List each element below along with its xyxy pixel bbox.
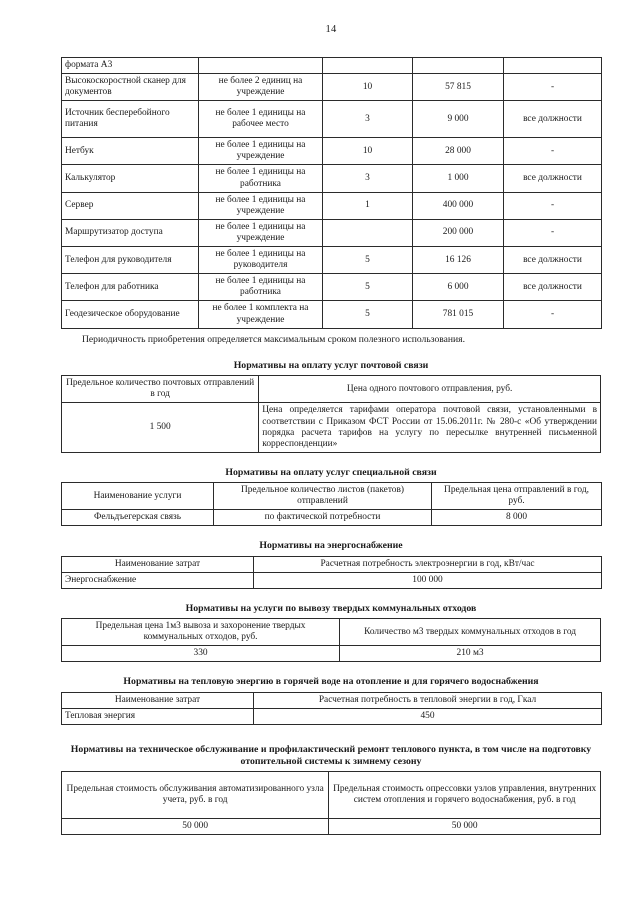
equipment-table-body: [62, 58, 602, 329]
equipment-name: Геодезическое оборудование: [62, 301, 199, 328]
equipment-qty: 1: [323, 192, 413, 219]
special-comm-header-quantity: Предельное количество листов (пакетов) отправлений: [214, 483, 432, 510]
table-row: [62, 101, 602, 138]
thermal-section-title: Нормативы на тепловую энергию в горячей воде на отопление и для горячего водоснабжения: [123, 676, 539, 688]
equipment-positions: все должности: [504, 101, 602, 138]
equipment-limit: [199, 58, 323, 74]
equipment-price: 200 000: [413, 219, 504, 246]
equipment-qty: 5: [323, 274, 413, 301]
equipment-name: Сервер: [62, 192, 199, 219]
special-comm-header-service: Наименование услуги: [62, 483, 214, 510]
equipment-qty: 3: [323, 165, 413, 192]
equipment-name: Маршрутизатор доступа: [62, 219, 199, 246]
equipment-positions: все должности: [504, 247, 602, 274]
equipment-limit: не более 2 единиц на учреждение: [199, 74, 323, 101]
table-row: [62, 692, 602, 708]
equipment-qty: [323, 219, 413, 246]
energy-table-body: [62, 556, 602, 588]
equipment-qty: 5: [323, 301, 413, 328]
thermal-name: Тепловая энергия: [62, 708, 254, 724]
equipment-limit: не более 1 единицы на работника: [199, 165, 323, 192]
heat-point-value1: 50 000: [62, 819, 329, 835]
postal-header-price: Цена одного почтового отправления, руб.: [259, 376, 601, 403]
equipment-name: Нетбук: [62, 138, 199, 165]
waste-table: [61, 618, 601, 662]
special-comm-table-body: [62, 483, 602, 526]
special-comm-section-title: Нормативы на оплату услуг специальной связи: [225, 466, 437, 478]
postal-header-count: Предельное количество почтовых отправлений в год: [62, 376, 259, 403]
table-row: [62, 376, 601, 403]
heat-point-header-col1: Предельная стоимость обслуживания автоматизированного узла учета, руб. в год: [62, 772, 329, 819]
equipment-limit: не более 1 единицы на руководителя: [199, 247, 323, 274]
waste-table-body: [62, 619, 601, 662]
thermal-table-body: [62, 692, 602, 724]
table-row: [62, 74, 602, 101]
waste-header-volume: Количество м3 твердых коммунальных отходов в год: [340, 619, 601, 646]
equipment-table: [61, 57, 602, 329]
waste-volume: 210 м3: [340, 646, 601, 662]
equipment-limit: не более 1 единицы на учреждение: [199, 219, 323, 246]
table-row: [62, 138, 602, 165]
table-row: [62, 708, 602, 724]
table-row: [62, 165, 602, 192]
waste-price: 330: [62, 646, 340, 662]
postal-table-body: [62, 376, 601, 453]
equipment-price: 57 815: [413, 74, 504, 101]
thermal-header-value: Расчетная потребность в тепловой энергии в год, Гкал: [254, 692, 602, 708]
equipment-price: 28 000: [413, 138, 504, 165]
equipment-qty: 10: [323, 74, 413, 101]
postal-count-value: 1 500: [62, 403, 259, 452]
energy-section-title: Нормативы на энергоснабжение: [259, 540, 403, 552]
special-comm-quantity: по фактической потребности: [214, 510, 432, 526]
thermal-header-name: Наименование затрат: [62, 692, 254, 708]
energy-name: Энергоснабжение: [62, 572, 254, 588]
equipment-positions: -: [504, 301, 602, 328]
special-comm-service: Фельдъегерская связь: [62, 510, 214, 526]
special-comm-table: [61, 482, 602, 526]
table-row: [62, 510, 602, 526]
heat-point-table: [61, 771, 601, 835]
waste-header-price: Предельная цена 1м3 вывоза и захоронение твердых коммунальных отходов, руб.: [62, 619, 340, 646]
energy-header-name: Наименование затрат: [62, 556, 254, 572]
postal-section-title: Нормативы на оплату услуг почтовой связи: [233, 360, 429, 372]
thermal-table: [61, 692, 602, 725]
table-row: [62, 646, 601, 662]
equipment-name: формата А3: [62, 58, 199, 74]
table-row: [62, 301, 602, 328]
heat-point-value2: 50 000: [329, 819, 601, 835]
equipment-qty: 10: [323, 138, 413, 165]
table-row: [62, 219, 602, 246]
energy-header-value: Расчетная потребность электроэнергии в год, кВт/час: [254, 556, 602, 572]
equipment-price: 9 000: [413, 101, 504, 138]
equipment-price: 16 126: [413, 247, 504, 274]
table-row: [62, 274, 602, 301]
equipment-qty: 3: [323, 101, 413, 138]
equipment-positions: -: [504, 138, 602, 165]
table-row: [62, 819, 601, 835]
equipment-table-note: Периодичность приобретения определяется максимальным сроком полезного использования.: [82, 333, 465, 345]
energy-value: 100 000: [254, 572, 602, 588]
table-row: [62, 403, 601, 452]
equipment-positions: все должности: [504, 274, 602, 301]
thermal-value: 450: [254, 708, 602, 724]
equipment-name: Телефон для работника: [62, 274, 199, 301]
equipment-name: Высокоскоростной сканер для документов: [62, 74, 199, 101]
table-row: [62, 619, 601, 646]
postal-table: [61, 375, 601, 453]
equipment-positions: -: [504, 192, 602, 219]
table-row: [62, 572, 602, 588]
equipment-qty: [323, 58, 413, 74]
equipment-price: [413, 58, 504, 74]
equipment-limit: не более 1 единицы на учреждение: [199, 192, 323, 219]
equipment-price: 400 000: [413, 192, 504, 219]
equipment-positions: [504, 58, 602, 74]
special-comm-price: 8 000: [432, 510, 602, 526]
equipment-name: Источник бесперебойного питания: [62, 101, 199, 138]
energy-table: [61, 556, 602, 589]
heat-point-table-body: [62, 772, 601, 835]
waste-section-title: Нормативы на услуги по вывозу твердых коммунальных отходов: [185, 602, 477, 614]
equipment-price: 6 000: [413, 274, 504, 301]
equipment-positions: -: [504, 219, 602, 246]
equipment-price: 1 000: [413, 165, 504, 192]
equipment-limit: не более 1 единицы на рабочее место: [199, 101, 323, 138]
table-row: [62, 483, 602, 510]
equipment-limit: не более 1 комплекта на учреждение: [199, 301, 323, 328]
equipment-limit: не более 1 единицы на учреждение: [199, 138, 323, 165]
equipment-positions: -: [504, 74, 602, 101]
table-row: [62, 247, 602, 274]
table-row: [62, 58, 602, 74]
heat-point-section-title: Нормативы на техническое обслуживание и профилактический ремонт теплового пункта, в том числе на подготовку отопительной системы к зимнему сезону: [70, 743, 592, 767]
equipment-positions: все должности: [504, 165, 602, 192]
equipment-qty: 5: [323, 247, 413, 274]
table-row: [62, 772, 601, 819]
heat-point-header-col2: Предельная стоимость опрессовки узлов управления, внутренних систем отопления и горячего водоснабжения, руб. в год: [329, 772, 601, 819]
equipment-price: 781 015: [413, 301, 504, 328]
special-comm-header-price: Предельная цена отправлений в год, руб.: [432, 483, 602, 510]
page-number: 14: [325, 24, 337, 35]
postal-description: Цена определяется тарифами оператора почтовой связи, установленными в соответствии с Приказом ФСТ России от 15.06.2011г. № 280-с «Об утверждении порядка расчета тарифов на услугу по пересылке внутренней письменной корреспонденции»: [259, 403, 601, 452]
table-row: [62, 192, 602, 219]
equipment-name: Калькулятор: [62, 165, 199, 192]
table-row: [62, 556, 602, 572]
equipment-limit: не более 1 единицы на работника: [199, 274, 323, 301]
equipment-name: Телефон для руководителя: [62, 247, 199, 274]
